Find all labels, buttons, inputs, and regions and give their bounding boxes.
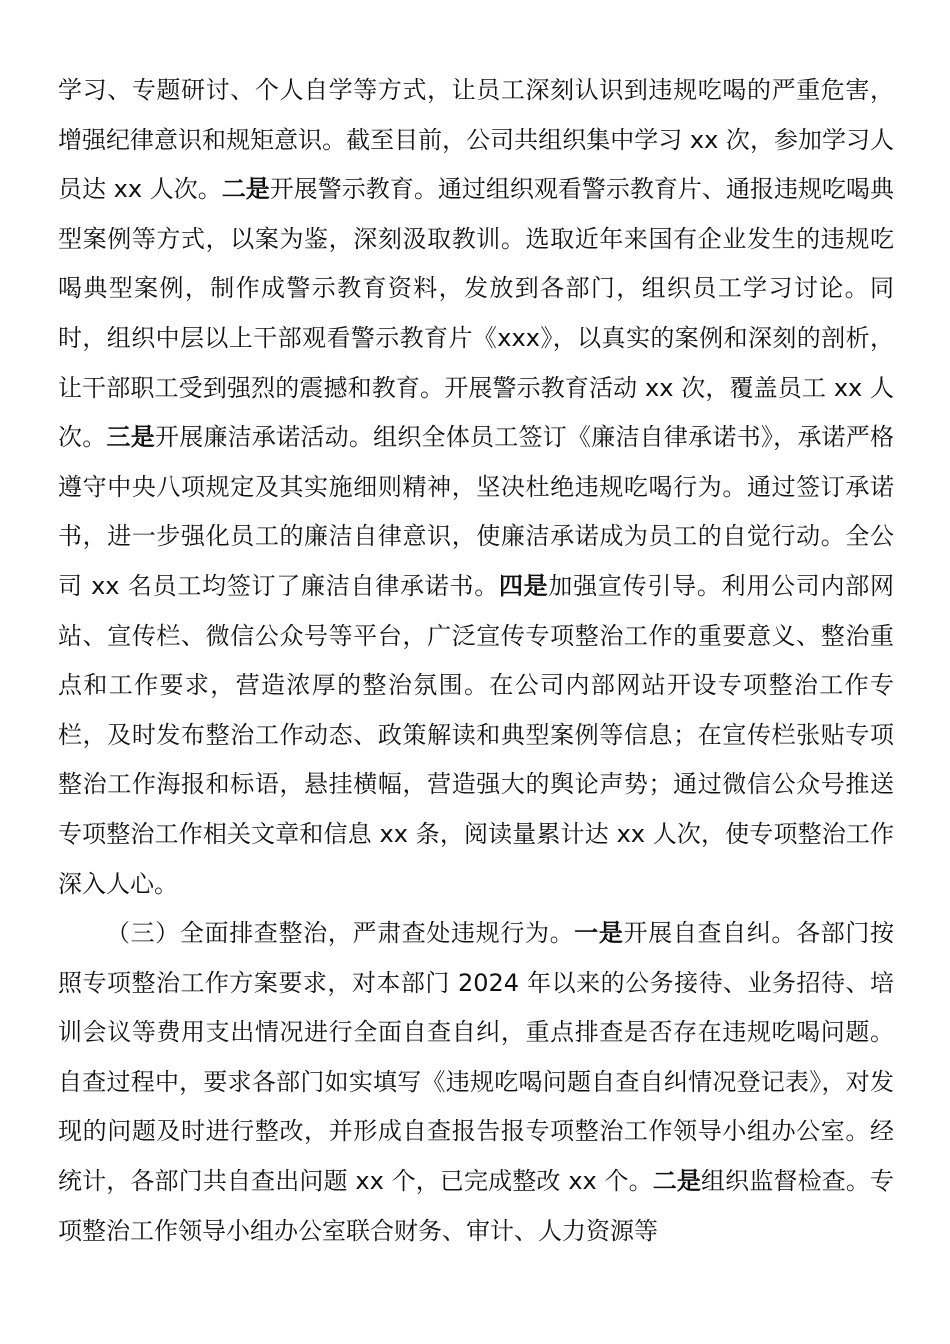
paragraph-text: 开展自查自纠。各部门按照专项整治工作方案要求，对本部门 2024 年以来的公务接待、业务招待、培训会议等费用支出情况进行全面自查自纠，重点排查是否存在违规吃喝问题。自查过程中，要求各部门如实填写《违规吃喝问题自查自纠情况登记表》，对发现的问题及时进行整改，并形成自查报告报专项整治工作领导小组办公室。经统计，各部门共自查出问题 xx 个，已完成整改 xx 个。 <box>58 919 895 1196</box>
bold-marker-third: 三是 <box>106 423 155 452</box>
paragraph-text: 开展廉洁承诺活动。组织全体员工签订《廉洁自律承诺书》，承诺严格遵守中央八项规定及其实施细则精神，坚决杜绝违规吃喝行为。通过签订承诺书，进一步强化员工的廉洁自律意识，使廉洁承诺成为员工的自觉行动。全公司 xx 名员工均签订了廉洁自律承诺书。 <box>58 423 895 600</box>
section-heading-text: （三）全面排查整治，严肃查处违规行为。 <box>106 919 575 948</box>
paragraph-text: 学习、专题研讨、个人自学等方式，让员工深刻认识到违规吃喝的严重危害，增强纪律意识和规矩意识。截至目前，公司共组织集中学习 xx 次，参加学习人员达 xx 人次。 <box>58 76 894 204</box>
bold-marker-second: 二是 <box>652 1167 702 1196</box>
paragraph-text: 加强宣传引导。利用公司内部网站、宣传栏、微信公众号等平台，广泛宣传专项整治工作的重要意义、整治重点和工作要求，营造浓厚的整治氛围。在公司内部网站开设专项整治工作专栏，及时发布整治工作动态、政策解读和典型案例等信息；在宣传栏张贴专项整治工作海报和标语，悬挂横幅，营造强大的舆论声势；通过微信公众号推送专项整治工作相关文章和信息 xx 条，阅读量累计达 xx 人次，使专项整治工作深入人心。 <box>58 571 895 898</box>
bold-marker-first: 一是 <box>574 919 624 948</box>
paragraph-section-three <box>58 909 894 1256</box>
paragraph-education-measures <box>58 66 894 909</box>
document-body <box>58 66 894 1256</box>
paragraph-text: 开展警示教育。通过组织观看警示教育片、通报违规吃喝典型案例等方式，以案为鉴，深刻汲取教训。选取近年来国有企业发生的违规吃喝典型案例，制作成警示教育资料，发放到各部门，组织员工学习讨论。同时，组织中层以上干部观看警示教育片《xxx》，以真实的案例和深刻的剖析，让干部职工受到强烈的震撼和教育。开展警示教育活动 xx 次，覆盖员工 xx 人次。 <box>58 175 895 452</box>
bold-marker-second: 二是 <box>221 175 270 204</box>
paragraph-text: 组织监督检查。专项整治工作领导小组办公室联合财务、审计、人力资源等 <box>58 1167 895 1245</box>
bold-marker-fourth: 四是 <box>498 571 549 600</box>
